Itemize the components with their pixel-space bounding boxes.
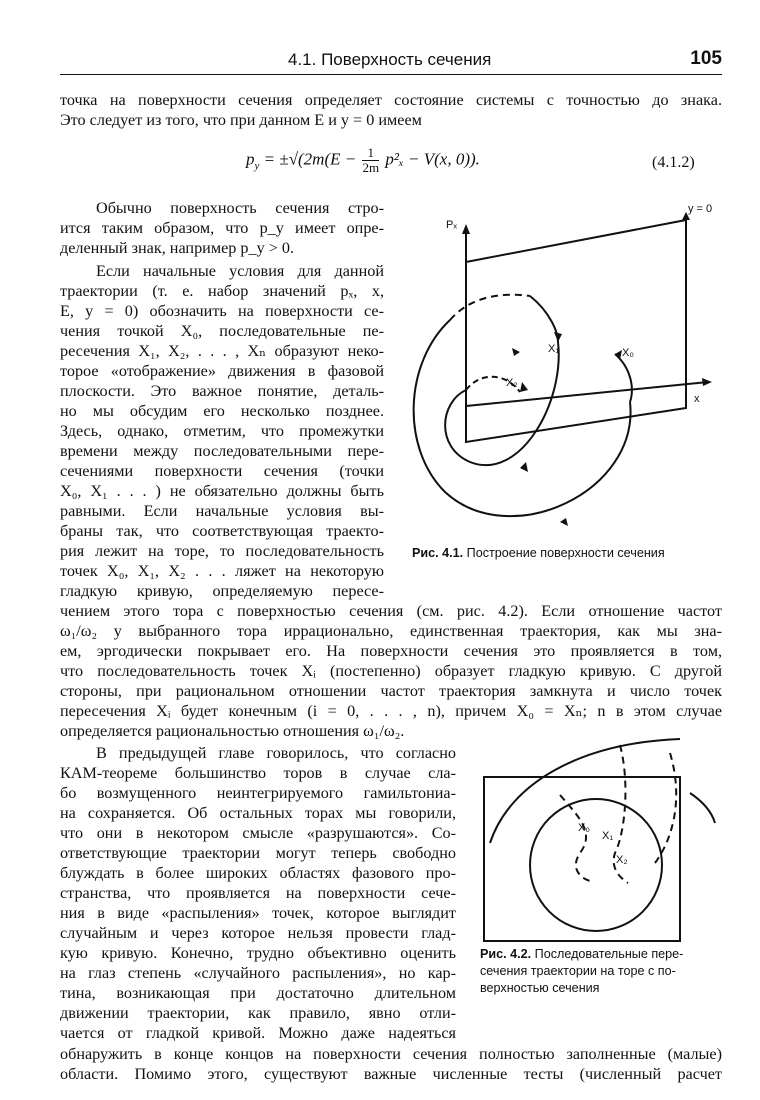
equation-rhs-start: = ±√(2m(E − <box>263 149 357 169</box>
trajectory-middle <box>445 296 559 465</box>
trajectory-arrowhead <box>520 462 528 472</box>
text-line: ем, эргодически покрывает его. На поверхности сечения это проявляется в том, <box>60 642 722 660</box>
text-line: гладкую кривую, определяемую пересе- <box>60 582 384 600</box>
text-line: области. Помимо этого, существуют важные численные тесты (численный расчет <box>60 1065 722 1083</box>
text-line: E, y = 0) обозначить на поверхности се- <box>60 302 384 320</box>
text-line: кую кривую. Конечно, трудно объективно оценить <box>60 944 456 962</box>
label-x0: X₀ <box>578 822 590 834</box>
caption-label: Рис. 4.2. <box>480 947 532 961</box>
fraction-denominator: 2m <box>362 160 380 175</box>
text-line: ния в виде «распыления» точек, которое выглядит <box>60 904 456 922</box>
label-x1: X₁ <box>548 343 560 355</box>
intro-line-1: точка на поверхности сечения определяет состояние системы с точностью до знака. <box>60 91 722 109</box>
label-y0: y = 0 <box>688 203 713 215</box>
label-px: Pₓ <box>446 219 457 231</box>
text-line: чается от гладкой кривой. Можно даже надеяться <box>60 1024 456 1042</box>
text-line: блуждать в более широких областях фазового про- <box>60 864 456 882</box>
text-line: ится таким образом, что p_y имеет опре- <box>60 219 384 237</box>
torus-section-circle <box>530 799 662 931</box>
text-line: торое «отображение» движения в фазовой <box>60 362 384 380</box>
fraction-numerator: 1 <box>362 146 379 161</box>
text-line: что они в некотором смысле «разрушаются». Со- <box>60 824 456 842</box>
text-line: случайным и через которое нельзя провести глад- <box>60 924 456 942</box>
text-line: на глаз степень «случайного распыления», но кар- <box>60 964 456 982</box>
text-line: ресечения X₁, X₂, . . . , Xₙ образуют неко- <box>60 342 384 360</box>
label-x1: X₁ <box>602 830 614 842</box>
text-line: рия лежит на торе, то последовательность <box>60 542 384 560</box>
trajectory-arrowhead <box>560 518 568 526</box>
text-line: что последовательность точек Xᵢ (постепенно) образует гладкую кривую. С другой <box>60 662 722 680</box>
text-line: Если начальные условия для данной <box>96 262 384 280</box>
figure-4-1-caption <box>412 545 665 562</box>
text-line: деленный знак, например p_y > 0. <box>60 239 295 257</box>
equation-rhs-end: p²ₓ − V(x, 0)). <box>385 149 480 169</box>
intro-line-2: Это следует из того, что при данном E и y = 0 имеем <box>60 111 422 129</box>
text-line: траектории (т. е. набор значений pₓ, x, <box>60 282 384 300</box>
running-header <box>60 48 722 75</box>
text-line: равными. Если начальные условия вы- <box>60 502 384 520</box>
text-line: плоскости. Это важное понятие, деталь- <box>60 382 384 400</box>
caption-line: сечения траектории на торе с по- <box>480 964 676 978</box>
trajectory-arrowhead <box>512 348 520 356</box>
text-line: В предыдущей главе говорилось, что согласно <box>96 744 456 762</box>
text-line: обнаружить в конце концов на поверхности сечения полностью заполненные (малые) <box>60 1045 722 1063</box>
figure-4-2 <box>470 733 740 953</box>
px-axis-arrow <box>462 224 470 234</box>
equation-number: (4.1.2) <box>652 154 695 171</box>
caption-text: Построение поверхности сечения <box>466 546 665 560</box>
text-line: ω₁/ω₂ у выбранного тора иррационально, единственная траектория, как мы зна- <box>60 622 722 640</box>
label-x: x <box>694 393 700 405</box>
equation-fraction <box>362 146 379 175</box>
label-x0: X₀ <box>622 347 634 359</box>
text-line: X₀, X₁ . . . ) не обязательно должны быть <box>60 482 384 500</box>
text-line: странства, что проявляется на поверхности сече- <box>60 884 456 902</box>
text-line: КАМ-теореме большинство торов в случае сла- <box>60 764 456 782</box>
text-line: определяется рациональностью отношения ω₁/ω₂. <box>60 722 405 740</box>
text-line: тина, возникающая при достаточно длительном <box>60 984 456 1002</box>
trajectory-outer-dashed <box>450 295 530 320</box>
caption-line: Последовательные пере- <box>534 947 684 961</box>
x-axis <box>466 382 708 406</box>
equation-lhs-sub: y <box>254 159 260 172</box>
section-plane <box>466 220 686 442</box>
trajectory-start <box>615 354 632 402</box>
text-line: Здесь, однако, отметим, что промежутки <box>60 422 384 440</box>
text-line: движении траектории, как правило, явно отли- <box>60 1004 456 1022</box>
text-line: времени между последовательными пере- <box>60 442 384 460</box>
label-x2: X₂ <box>506 377 518 389</box>
caption-label: Рис. 4.1. <box>412 546 464 560</box>
text-line: Обычно поверхность сечения стро- <box>96 199 384 217</box>
text-line: на сохраняется. Об остальных торах мы говорили, <box>60 804 456 822</box>
x-axis-arrow <box>702 378 712 386</box>
figure-4-2-caption <box>480 946 720 997</box>
x1-point-marker <box>554 332 562 342</box>
text-line: ответствующие траектории могут теперь свободно <box>60 844 456 862</box>
text-line: чения точкой X₀, последовательные пе- <box>60 322 384 340</box>
text-line: чением этого тора с поверхностью сечения (см. рис. 4.2). Если отношение частот <box>60 602 722 620</box>
torus-surface-curve-right <box>690 793 715 823</box>
figure-4-1 <box>390 192 730 542</box>
trajectory-dashed-3 <box>655 753 676 863</box>
equation-4-1-2 <box>246 146 480 175</box>
section-title: 4.1. Поверхность сечения <box>288 50 492 69</box>
text-line: бо возмущенного неинтегрируемого гамильтониа- <box>60 784 456 802</box>
x2-point-marker <box>520 382 528 392</box>
page-number: 105 <box>690 48 722 69</box>
text-line: пересечения Xᵢ будет конечным (i = 0, . . . , n), причем X₀ = Xₙ; n в этом случае <box>60 702 722 720</box>
text-line: стороны, при рациональном отношении частот траектория замкнута и число точек <box>60 682 722 700</box>
text-line: сечениями поверхности сечения (точки <box>60 462 384 480</box>
text-line: точек X₀, X₁, X₂ . . . ляжет на некоторую <box>60 562 384 580</box>
caption-line: верхностью сечения <box>480 981 600 995</box>
label-x2: X₂ <box>616 854 628 866</box>
equation-lhs: p <box>246 149 255 169</box>
text-line: но мы обсудим его несколько позднее. <box>60 402 384 420</box>
text-line: браны так, что соответствующая траекто- <box>60 522 384 540</box>
